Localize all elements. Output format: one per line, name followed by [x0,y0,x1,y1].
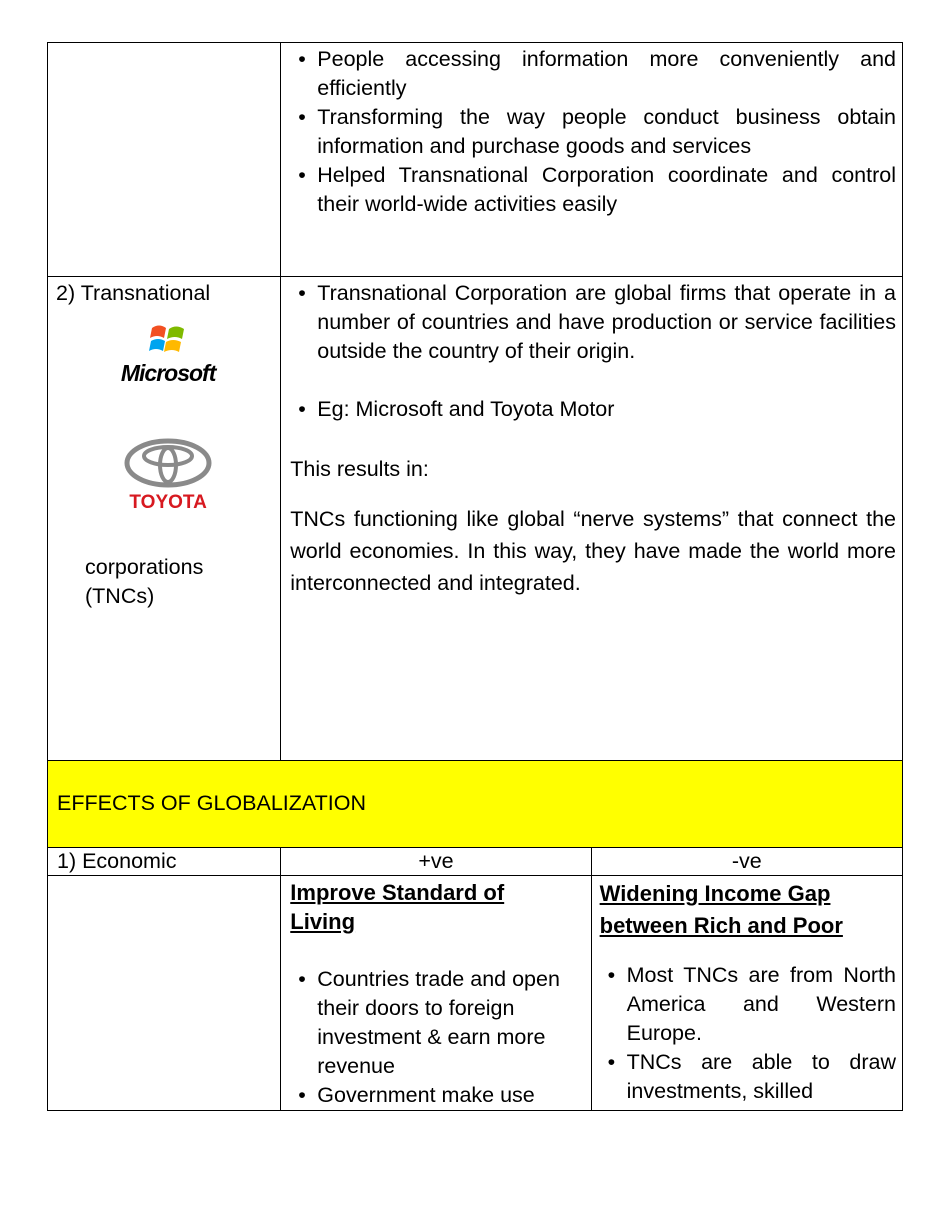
list-item: • Countries trade and open their doors to foreign investment & earn more revenue [290,965,582,1081]
row-economic-labels [48,848,903,876]
positive-title: Improve Standard of Living [290,880,505,934]
negative-title: Widening Income Gap between Rich and Poor [599,881,843,938]
row-economic-content [48,876,903,1111]
effects-heading: EFFECTS OF GLOBALIZATION [48,761,903,848]
list-item: • People accessing information more conveniently and efficiently [290,45,896,103]
positive-cell [281,876,591,1111]
microsoft-wordmark: Microsoft [120,360,216,386]
results-intro: This results in: [290,457,429,481]
windows-flag-icon [148,320,188,358]
ict-content-cell [281,43,903,277]
list-item: • Government make use [290,1081,582,1110]
tnc-label-line: corporations [85,555,204,579]
toyota-emblem-icon [123,438,213,488]
microsoft-logo [56,320,280,386]
positive-label: +ve [281,848,591,876]
tnc-content-cell [281,277,903,761]
toyota-wordmark: TOYOTA [129,492,207,513]
tnc-label-line: (TNCs) [85,584,155,608]
globalization-table [47,42,903,1111]
list-item: • Helped Transnational Corporation coordinate and control their world-wide activities easily [290,161,896,219]
economic-label: 1) Economic [48,848,281,876]
list-item: • Transforming the way people conduct business obtain information and purchase goods and services [290,103,896,161]
tnc-label-cell [48,277,281,761]
economic-empty-cell [48,876,281,1111]
row-effects-heading [48,761,903,848]
negative-label: -ve [591,848,902,876]
list-item: • Most TNCs are from North America and Western Europe. [600,961,896,1048]
toyota-logo [56,438,280,514]
tnc-label-bottom [56,553,280,611]
positive-bullet-list [290,965,582,1110]
row-tnc [48,277,903,761]
tnc-label-top: 2) Transnational [56,281,211,305]
list-item: • Eg: Microsoft and Toyota Motor [290,395,896,424]
results-text: TNCs functioning like global “nerve systems” that connect the world economies. In this way, they have made the world more interconnected and integrated. [290,507,896,595]
tnc-bullet-list [290,279,896,424]
ict-bullet-list [290,45,896,219]
negative-bullet-list [600,961,896,1106]
list-item: • TNCs are able to draw investments, skilled [600,1048,896,1106]
ict-label-cell [48,43,281,277]
list-item: • Transnational Corporation are global firms that operate in a number of countries and have production or service facilities outside the country of their origin. [290,279,896,366]
negative-cell [591,876,902,1111]
row-ict [48,43,903,277]
